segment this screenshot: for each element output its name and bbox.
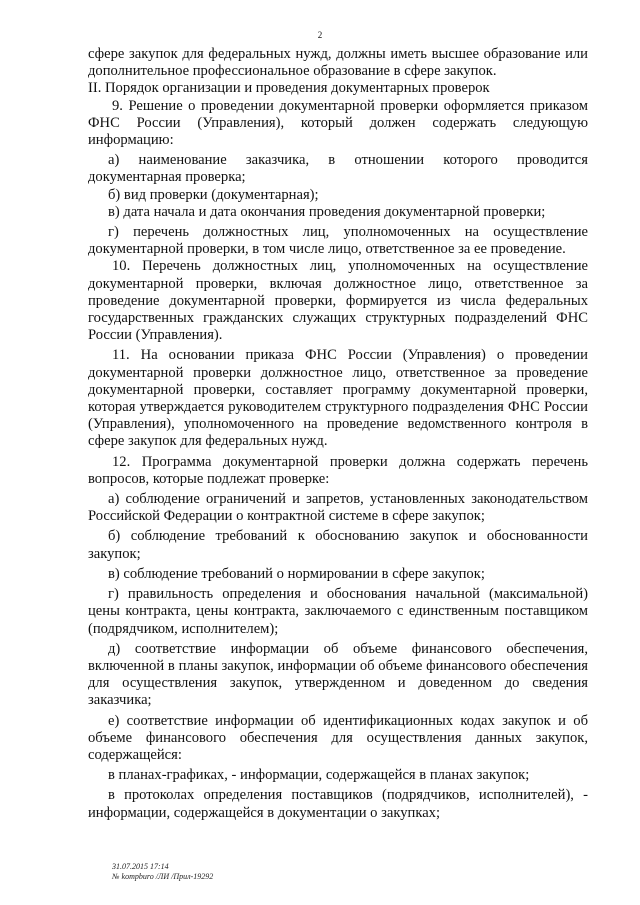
item-12d: г) правильность определения и обоснования начальной (максимальной) цены контракта, цены контракта, заключаемого с единственным поставщиком (подрядчиком, исполнителем); bbox=[88, 586, 588, 637]
paragraph-9: 9. Решение о проведении документарной проверки оформляется приказом ФНС России (Управления), который должен содержать следующую информацию: bbox=[88, 97, 588, 149]
item-12e: д) соответствие информации об объеме финансового обеспечения, включенной в планы закупок, информации об объеме финансового обеспечения для осуществления закупок, утвержденном и доведенном до сведения заказчика; bbox=[88, 640, 588, 709]
item-9a: а) наименование заказчика, в отношении которого проводится документарная проверка; bbox=[88, 152, 588, 186]
item-12f-protocols: в протоколах определения поставщиков (подрядчиков, исполнителей), - информации, содержащейся в документации о закупках; bbox=[88, 787, 588, 821]
item-12f: е) соответствие информации об идентификационных кодах закупок и об объеме финансового обеспечения для осуществления данных закупок, содержащейся: bbox=[88, 712, 588, 763]
section-heading: II. Порядок организации и проведения документарных проверок bbox=[88, 80, 490, 97]
item-12b: б) соблюдение требований к обоснованию закупок и обоснованности закупок; bbox=[88, 528, 588, 562]
item-9d: г) перечень должностных лиц, уполномоченных на осуществление документарной проверки, в том числе лицо, ответственное за ее проведение. bbox=[88, 224, 588, 258]
footer-reference: № kompburo /ЛИ /Прил-19292 bbox=[112, 872, 214, 881]
paragraph-12: 12. Программа документарной проверки должна содержать перечень вопросов, которые подлежат проверке: bbox=[88, 453, 588, 487]
footer-stamp bbox=[112, 862, 213, 882]
footer-timestamp: 31.07.2015 17:14 bbox=[112, 862, 169, 871]
document-body bbox=[88, 46, 588, 822]
paragraph-10: 10. Перечень должностных лиц, уполномоченных на осуществление документарной проверки, включая должностное лицо, ответственное за проведение документарной проверки, формируется из числа федеральных государственных гражданских служащих структурных подразделений ФНС России (Управления). bbox=[88, 258, 588, 344]
intro-paragraph: сфере закупок для федеральных нужд, должны иметь высшее образование или дополнительное профессиональное образование в сфере закупок. bbox=[88, 46, 588, 80]
paragraph-11: 11. На основании приказа ФНС России (Управления) о проведении документарной проверки должностное лицо, ответственное за проведение документарной проверки, составляет программу документарной проверки, которая утверждается руководителем структурного подразделения ФНС России (Управления), уполномоченного на проведение ведомственного контроля в сфере закупок для федеральных нужд. bbox=[88, 347, 588, 450]
item-12c: в) соблюдение требований о нормировании в сфере закупок; bbox=[108, 565, 485, 582]
item-12f-plans: в планах-графиках, - информации, содержащейся в планах закупок; bbox=[108, 767, 530, 784]
item-9c: в) дата начала и дата окончания проведения документарной проверки; bbox=[108, 203, 546, 220]
item-9b: б) вид проверки (документарная); bbox=[108, 186, 319, 203]
page-number: 2 bbox=[317, 30, 323, 40]
item-12a: а) соблюдение ограничений и запретов, установленных законодательством Российской Федерации о контрактной системе в сфере закупок; bbox=[88, 491, 588, 525]
